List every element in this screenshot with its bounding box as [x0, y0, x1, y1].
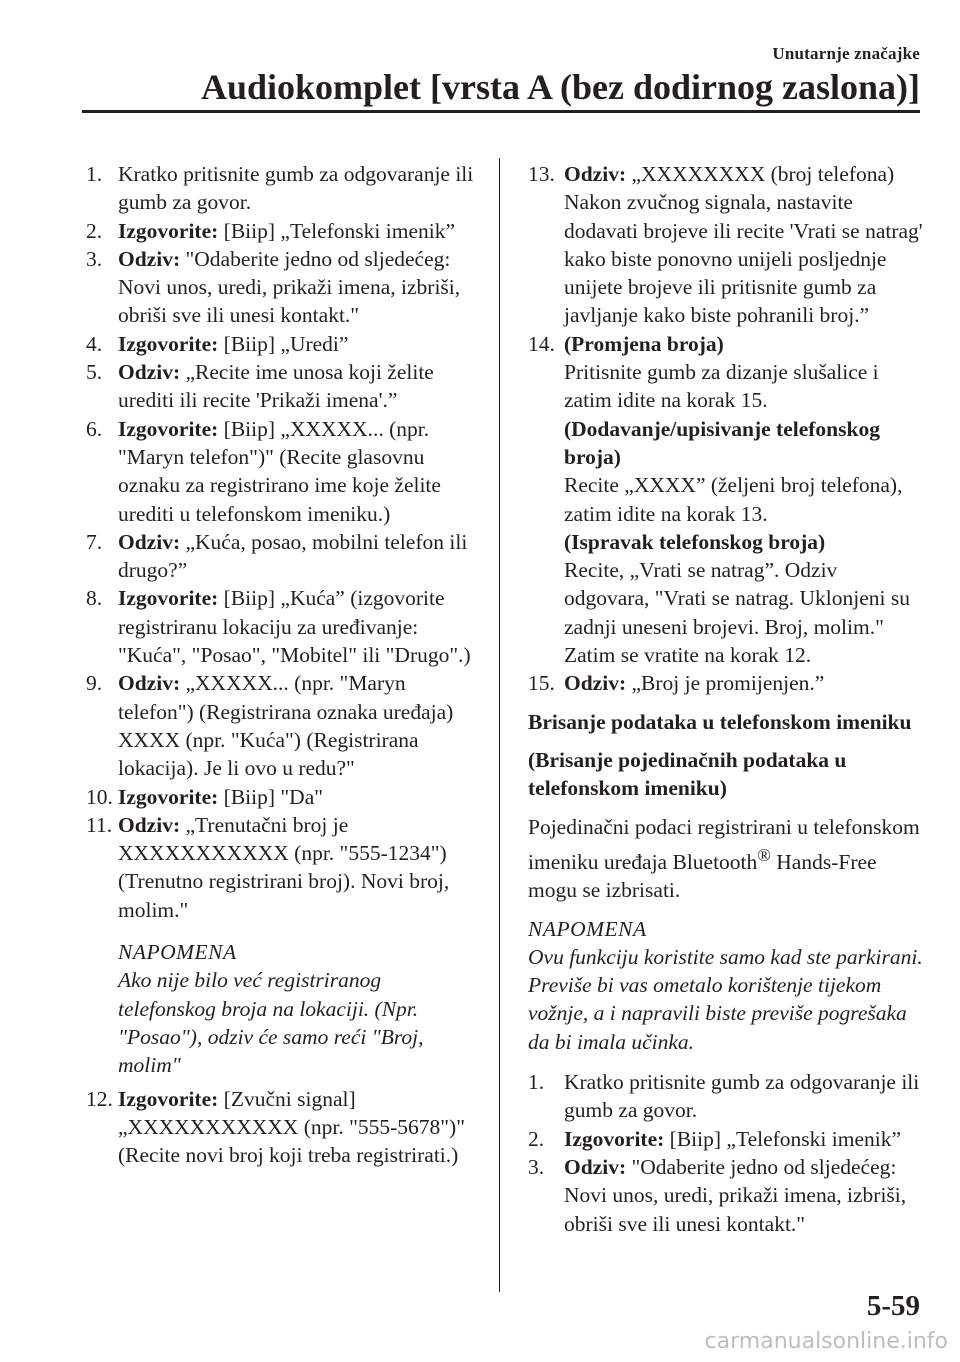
step-label: Odziv:	[118, 812, 181, 837]
step-number: 12.	[86, 1086, 113, 1111]
step-label: Odziv:	[118, 671, 181, 696]
step-item	[528, 1125, 928, 1153]
note-text: Ovu funkciju koristite samo kad ste parkirani. Previše bi vas ometalo korištenje tijekom vožnje, a i napravili biste previše pogrešaka da bi imala učinka.	[528, 944, 923, 1054]
paragraph-text: Hands-Free mogu se izbrisati.	[528, 849, 877, 903]
step-label: Izgovorite:	[564, 1126, 665, 1151]
step-item	[86, 1085, 474, 1170]
option-text: Recite, „Vrati se natrag”. Odziv odgovara, "Vrati se natrag. Uklonjeni su zadnji uneseni brojevi. Broj, molim." Zatim se vratite na korak 12.	[564, 558, 911, 668]
section-heading: Brisanje podataka u telefonskom imeniku	[528, 709, 912, 734]
step-number: 6.	[86, 416, 103, 441]
paragraph-text: Pojedinačni podaci registrirani u telefonskom imeniku uređaja Bluetooth	[528, 814, 920, 874]
step-item	[528, 1153, 928, 1238]
step-text: [Biip] „Uredi”	[218, 331, 349, 356]
step-text: „Recite ime unosa koji želite urediti ili recite 'Prikaži imena'.”	[118, 360, 434, 413]
step-number: 13.	[528, 162, 555, 186]
step-text: [Biip] „Telefonski imenik”	[218, 218, 456, 243]
note-block	[528, 915, 928, 1056]
step-text: „Broj je promijenjen.”	[626, 671, 825, 696]
step-label: Izgovorite:	[118, 218, 219, 243]
steps-list-right	[528, 160, 928, 698]
step-label: Izgovorite:	[118, 586, 219, 611]
step-item	[86, 528, 474, 585]
step-text: [Biip] „XXXXX... (npr. "Maryn telefon")" (Recite glasovnu oznaku za registrirano ime koje želite urediti u telefonskom imeniku.)	[118, 416, 441, 526]
registered-mark: ®	[757, 844, 771, 865]
step-item	[86, 358, 474, 415]
note-heading: NAPOMENA	[528, 916, 647, 941]
header-divider	[82, 110, 920, 113]
step-text: [Biip] „Telefonski imenik”	[664, 1126, 902, 1151]
option-heading: (Promjena broja)	[564, 331, 724, 356]
step-label: Odziv:	[118, 360, 181, 385]
step-label: Izgovorite:	[118, 784, 219, 809]
step-text: "Odaberite jedno od sljedećeg: Novi unos, uredi, prikaži imena, izbriši, obriši sve ili unesi kontakt."	[564, 1154, 907, 1236]
step-number: 11.	[86, 812, 113, 837]
step-text: [Biip] „Kuća” (izgovorite registriranu lokaciju za uređivanje: "Kuća", "Posao", "Mobitel" ili "Drugo".)	[118, 586, 471, 668]
step-number: 1.	[86, 162, 103, 186]
step-number: 4.	[86, 331, 103, 356]
step-number: 2.	[86, 218, 103, 243]
page-title: Audiokomplet [vrsta A (bez dodirnog zaslona)]	[200, 67, 920, 107]
step-label: Odziv:	[118, 529, 181, 554]
section-name: Unutarnje značajke	[772, 44, 920, 63]
step-number: 9.	[86, 671, 103, 696]
step-item	[86, 217, 474, 245]
note-heading: NAPOMENA	[118, 940, 237, 965]
note-block	[86, 938, 474, 1079]
step-item	[528, 160, 928, 330]
step-number: 15.	[528, 671, 555, 696]
step-text: „XXXXX... (npr. "Maryn telefon") (Registrirana oznaka uređaja) XXXX (npr. "Kuća") (Registrirana lokacija). Je li ovo u redu?"	[118, 671, 454, 781]
step-item	[528, 1068, 928, 1125]
step-label: Odziv:	[564, 671, 627, 696]
step-number: 3.	[528, 1154, 545, 1179]
step-item	[86, 330, 474, 358]
step-label: Odziv:	[564, 162, 627, 186]
step-number: 1.	[528, 1070, 545, 1095]
step-label: Izgovorite:	[118, 416, 219, 441]
steps-list-a	[86, 160, 474, 924]
step-label: Izgovorite:	[118, 1086, 219, 1111]
step-item	[528, 330, 928, 670]
option-text: Pritisnite gumb za dizanje slušalice i zatim idite na korak 15.	[564, 360, 879, 413]
step-item	[86, 584, 474, 669]
step-number: 10.	[86, 784, 113, 809]
step-text: „XXXXXXXX (broj telefona) Nakon zvučnog signala, nastavite dodavati brojeve ili recite 'Vrati se natrag' kako biste ponovno unijeli posljednje unijete brojeve ili pritisnite gumb za javljanje kako biste pohranili broj.”	[564, 162, 923, 328]
step-number: 5.	[86, 360, 103, 385]
step-item	[86, 811, 474, 924]
step-text: [Biip] "Da"	[218, 784, 324, 809]
option-heading: (Ispravak telefonskog broja)	[564, 529, 826, 554]
step-text: „Kuća, posao, mobilni telefon ili drugo?”	[118, 529, 468, 583]
step-item	[86, 415, 474, 528]
step-text: „Trenutačni broj je XXXXXXXXXXX (npr. "555-1234") (Trenutno registrirani broj). Novi broj, molim."	[118, 812, 450, 922]
step-number: 2.	[528, 1126, 545, 1151]
subsection-heading: (Brisanje pojedinačnih podataka u telefonskom imeniku)	[528, 747, 847, 801]
step-text: "Odaberite jedno od sljedećeg: Novi unos, uredi, prikaži imena, izbriši, obriši sve ili unesi kontakt."	[118, 246, 461, 328]
step-text: [Zvučni signal] „XXXXXXXXXXX (npr. "555-5678")" (Recite novi broj koji treba registrirati.)	[118, 1086, 465, 1168]
steps-list-c	[528, 1068, 928, 1238]
option-heading: (Dodavanje/upisivanje telefonskog broja)	[564, 416, 880, 469]
step-item	[86, 783, 474, 811]
step-label: Odziv:	[564, 1154, 627, 1179]
note-text: Ako nije bilo već registriranog telefonskog broja na lokaciji. (Npr. "Posao"), odziv će samo reći "Broj, molim"	[118, 968, 424, 1078]
step-number: 8.	[86, 586, 103, 611]
column-divider	[499, 158, 500, 1292]
step-text: Kratko pritisnite gumb za odgovaranje ili gumb za govor.	[564, 1070, 920, 1123]
option-text: Recite „XXXX” (željeni broj telefona), zatim idite na korak 13.	[564, 473, 903, 526]
step-text: Kratko pritisnite gumb za odgovaranje ili gumb za govor.	[118, 162, 474, 215]
watermark: carmanualsonline.info	[704, 1329, 948, 1354]
right-column	[528, 160, 928, 1238]
step-number: 14.	[528, 331, 555, 356]
left-column	[86, 160, 474, 1169]
step-item	[86, 669, 474, 782]
step-number: 3.	[86, 246, 103, 271]
step-item	[86, 245, 474, 330]
steps-list-b	[86, 1085, 474, 1170]
step-label: Izgovorite:	[118, 331, 219, 356]
body-paragraph	[528, 813, 928, 905]
step-label: Odziv:	[118, 246, 181, 271]
step-item	[528, 669, 928, 697]
step-number: 7.	[86, 529, 103, 554]
step-item	[86, 160, 474, 217]
page-number: 5-59	[866, 1290, 920, 1322]
